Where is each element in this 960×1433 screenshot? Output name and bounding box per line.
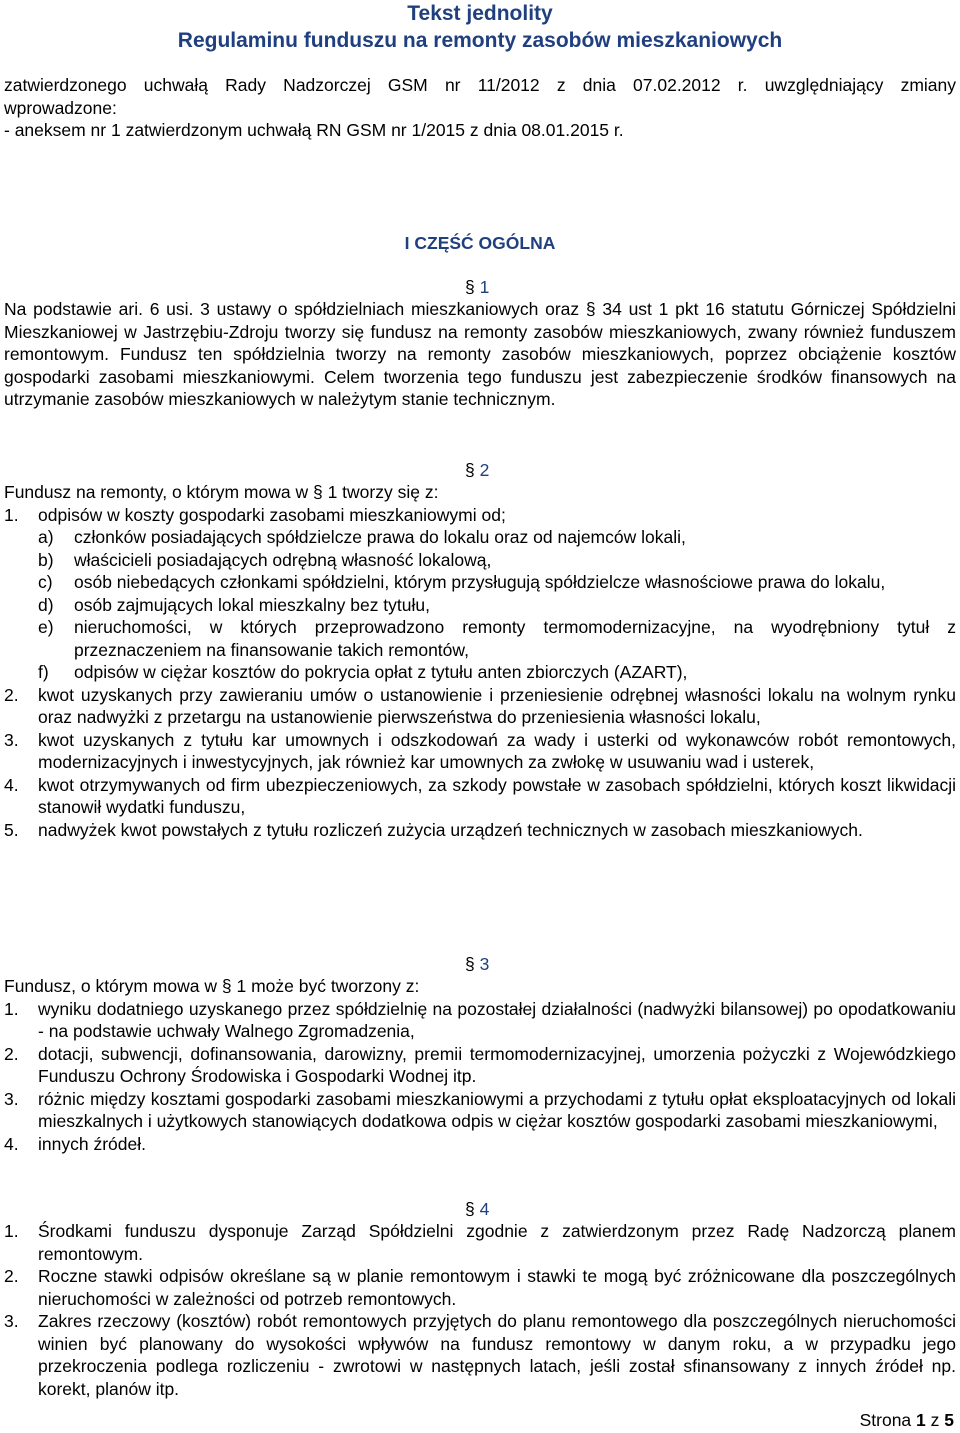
list-item [4, 998, 956, 1043]
paragraph-symbol: § [312, 482, 323, 502]
item-text: odpisów w ciężar kosztów do pokrycia opłat z tytułu anten zbiorczych (AZART), [74, 662, 688, 682]
item-text: Roczne stawki odpisów określane są w planie remontowym i stawki te mogą być zróżnicowane dla poszczególnych nieruchomości w zależności od potrzeb remontowych. [38, 1266, 956, 1309]
item-number: 2. [4, 1266, 19, 1286]
item-text: członków posiadających spółdzielcze prawa do lokalu oraz od najemców lokali, [74, 527, 686, 547]
sub-list-item [38, 571, 956, 594]
lead-text: 1 tworzy się z: [327, 482, 439, 502]
intro-paragraph [4, 74, 956, 142]
lead-text: Fundusz na remonty, o którym mowa w [4, 482, 309, 502]
item-text: osób niebedących członkami spółdzielni, którym przysługują spółdzielcze własnościowe prawa do lokalu, [74, 572, 886, 592]
item-number: 3. [4, 1088, 19, 1109]
section-number: 3 [479, 954, 490, 974]
section-number: 1 [479, 277, 490, 297]
item-text: osób zajmujących lokal mieszkalny bez tytułu, [74, 594, 430, 615]
lead-text: Fundusz, o którym mowa w [4, 976, 217, 996]
section-4-body [4, 1220, 956, 1400]
list-item [4, 1265, 956, 1310]
title-line-1: Tekst jednolity [407, 2, 553, 25]
page-number-footer [860, 1409, 954, 1432]
sub-list-item [38, 616, 956, 661]
list-item [4, 1310, 956, 1400]
section-1-text [4, 298, 956, 411]
list-item [4, 504, 956, 527]
item-number: 5. [4, 819, 19, 840]
item-number: 1. [4, 998, 19, 1019]
list-item [4, 684, 956, 729]
footer-of: z [930, 1410, 940, 1430]
intro-line-1: zatwierdzonego uchwałą Rady Nadzorczej GSM nr 11/2012 z dnia 07.02.2012 r. uwzględniający zmiany [4, 75, 956, 95]
item-number: 4. [4, 1133, 19, 1154]
section-2-lead [4, 481, 956, 504]
footer-total: 5 [944, 1410, 954, 1430]
paragraph-symbol: § [465, 460, 475, 480]
item-text: odpisów w koszty gospodarki zasobami mieszkaniowymi od; [38, 504, 506, 525]
item-text: różnic między kosztami gospodarki zasobami mieszkaniowymi a przychodami z tytułu opłat eksploatacyjnych od lokali mieszkalnych i użytkowych stanowiących dodatkowa odpis w ciężar kosztów gospodarki zasobami mieszkaniowymi, [38, 1088, 956, 1131]
section-1-text-a: Na podstawie ari. 6 usi. 3 ustawy o spółdzielniach mieszkaniowych oraz [4, 299, 580, 319]
item-letter: a) [38, 527, 54, 547]
section-1-text-b: 34 ust 1 pkt 16 statutu Górniczej Spółdzielni Mieszkaniowej w Jastrzębiu-Zdroju tworzy się fundusz na remonty zasobów mieszkaniowych, zwany również funduszem remontowym. Fundusz ten spółdzielnia tworzy na remonty zasobów mieszkaniowych, poprzez obciążenie kosztów gospodarki zasobami mieszkaniowymi. Celem tworzenia tego funduszu jest zabezpieczenie środków finansowych na utrzymanie zasobów mieszkaniowych w należytym stanie technicznym. [4, 299, 956, 409]
section-2-body [4, 481, 956, 841]
paragraph-symbol: § [465, 954, 475, 974]
list-item [4, 729, 956, 774]
lead-text: 1 może być tworzony z: [236, 976, 420, 996]
list-item [4, 1220, 956, 1265]
item-text: dotacji, subwencji, dofinansowania, darowizny, premii termomodernizacyjnej, umorzenia pożyczki z Wojewódzkiego Funduszu Ochrony Środowiska i Gospodarki Wodnej itp. [38, 1043, 956, 1086]
item-text: wyniku dodatniego uzyskanego przez spółdzielnię na pozostałej działalności (nadwyżki bilansowej) po opodatkowaniu - na podstawie uchwały Walnego Zgromadzenia, [38, 998, 956, 1041]
item-number: 3. [4, 1311, 19, 1331]
item-text: kwot otrzymywanych od firm ubezpieczeniowych, za szkody powstałe w zasobach spółdzielni, których koszt likwidacji stanowił wydatki funduszu, [38, 774, 956, 817]
sub-list-item [38, 594, 956, 617]
item-letter: e) [38, 617, 54, 637]
section-2-marker [465, 459, 489, 481]
item-number: 2. [4, 684, 19, 705]
section-3-marker [465, 953, 489, 975]
title-line-2: Regulaminu funduszu na remonty zasobów mieszkaniowych [177, 29, 783, 52]
list-item [4, 1133, 956, 1156]
paragraph-symbol: § [465, 277, 475, 297]
paragraph-symbol: § [221, 976, 232, 996]
intro-line-2: wprowadzone: [4, 97, 117, 118]
item-number: 4. [4, 774, 19, 795]
section-4-marker [465, 1198, 489, 1220]
sub-list-item [38, 526, 956, 549]
footer-label: Strona [859, 1410, 912, 1430]
item-text: kwot uzyskanych z tytułu kar umownych i odszkodowań za wady i usterki od wykonawców robót remontowych, modernizacyjnych i inwestycyjnych, jak również kar umownych za zwłokę w usuwaniu wad i usterek, [38, 729, 956, 772]
item-text: innych źródeł. [38, 1133, 146, 1154]
list-item [4, 774, 956, 819]
section-number: 4 [479, 1199, 490, 1219]
item-text: Środkami funduszu dysponuje Zarząd Spółdzielni zgodnie z zatwierdzonym przez Radę Nadzorczą planem remontowym. [38, 1221, 956, 1264]
list-item [4, 1043, 956, 1088]
section-3-lead [4, 975, 956, 998]
item-letter: d) [38, 594, 54, 615]
paragraph-symbol: § [585, 299, 596, 319]
document-title [0, 0, 960, 54]
item-text: nadwyżek kwot powstałych z tytułu rozliczeń zużycia urządzeń technicznych w zasobach mieszkaniowych. [38, 819, 863, 840]
sub-list-item [38, 661, 956, 684]
section-3-body [4, 975, 956, 1155]
item-letter: f) [38, 662, 49, 682]
item-text: kwot uzyskanych przy zawieraniu umów o ustanowienie i przeniesienie odrębnej własności lokalu na wolnym rynku oraz nadwyżki z przetargu na ustanowienie pierwszeństwa do przeniesienia własności lokalu, [38, 684, 956, 727]
item-number: 1. [4, 504, 19, 525]
list-item [4, 1088, 956, 1133]
section-number: 2 [479, 460, 490, 480]
footer-page: 1 [916, 1410, 926, 1430]
item-text: nieruchomości, w których przeprowadzono remonty termomodernizacyjne, na wyodrębniony tytuł z przeznaczeniem na finansowanie takich remontów, [74, 617, 956, 660]
item-text: właścicieli posiadających odrębną własność lokalową, [74, 549, 492, 570]
section-1-marker [465, 276, 489, 298]
intro-line-3: - aneksem nr 1 zatwierdzonym uchwałą RN GSM nr 1/2015 z dnia 08.01.2015 r. [4, 120, 624, 140]
item-text: Zakres rzeczowy (kosztów) robót remontowych przyjętych do planu remontowego dla poszczególnych nieruchomości winien być planowany do wysokości wpływów na fundusz remontowy w danym roku, a w przypadku jego przekroczenia podlega rozliczeniu - zwrotowi w następnych latach, jeśli został sfinansowany z innych źródeł np. korekt, planów itp. [38, 1311, 956, 1399]
item-number: 3. [4, 729, 19, 750]
list-item [4, 819, 956, 842]
item-number: 2. [4, 1043, 19, 1064]
part-heading: I CZĘŚĆ OGÓLNA [404, 233, 556, 253]
sub-list-item [38, 549, 956, 572]
item-number: 1. [4, 1221, 19, 1241]
paragraph-symbol: § [465, 1199, 475, 1219]
item-letter: c) [38, 572, 53, 592]
item-letter: b) [38, 549, 54, 570]
